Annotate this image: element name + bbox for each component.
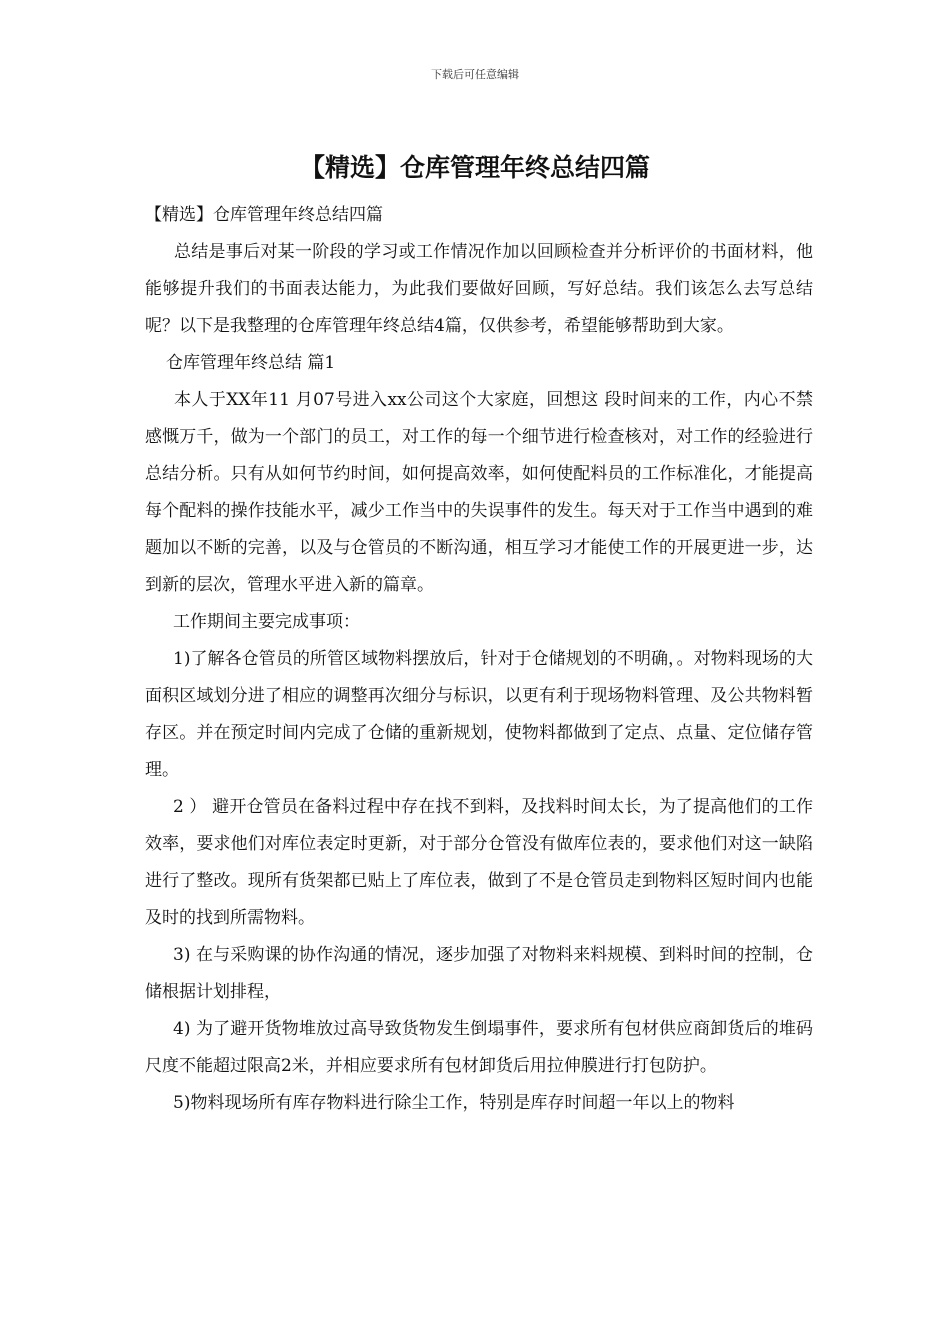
list-heading: 工作期间主要完成事项： (173, 612, 360, 632)
document-title: 【精选】仓库管理年终总结四篇 (299, 153, 650, 182)
list-item: 5)物料现场所有库存物料进行除尘工作，特别是库存时间超一年以上的物料 (173, 1093, 735, 1113)
body-paragraph: 本人于XX年11 月07号进入xx公司这个大家庭，回想这 段时间来的工作，内心不禁感慨万千，做为一个部门的员工，对工作的每一个细节进行检查核对，对工作的经验进行总结分析。只有从如何节约时间，如何提高效率，如何使配料员的工作标准化，才能提高每个配料的操作技能水平，减少工作当中的失误事件的发生。每天对于工作当中遇到的难题加以不断的完善，以及与仓管员的不断沟通，相互学习才能使工作的开展更进一步，达到新的层次，管理水平进入新的篇章。 (145, 390, 813, 595)
list-item: 3) 在与采购课的协作沟通的情况，逐步加强了对物料来料规模、到料时间的控制，仓储根据计划排程， (145, 945, 813, 1002)
section-heading: 仓库管理年终总结 篇1 (166, 353, 336, 373)
header-note: 下载后可任意编辑 (431, 68, 519, 81)
intro-paragraph: 总结是事后对某一阶段的学习或工作情况作加以回顾检查并分析评价的书面材料，他能够提升我们的书面表达能力，为此我们要做好回顾，写好总结。我们该怎么去写总结呢？以下是我整理的仓库管理年终总结4篇，仅供参考，希望能够帮助到大家。 (145, 242, 813, 336)
document-body (145, 197, 813, 1122)
list-item: 1)了解各仓管员的所管区域物料摆放后，针对于仓储规划的不明确，。对物料现场的大面积区域划分进了相应的调整再次细分与标识，以更有利于现场物料管理、及公共物料暂存区。并在预定时间内完成了仓储的重新规划，使物料都做到了定点、点量、定位储存管理。 (145, 649, 813, 780)
subtitle-paragraph: 【精选】仓库管理年终总结四篇 (145, 205, 383, 225)
list-item: 4) 为了避开货物堆放过高导致货物发生倒塌事件，要求所有包材供应商卸货后的堆码尺度不能超过限高2米，并相应要求所有包材卸货后用拉伸膜进行打包防护。 (145, 1019, 813, 1076)
list-item: 2 ） 避开仓管员在备料过程中存在找不到料，及找料时间太长，为了提高他们的工作效率，要求他们对库位表定时更新，对于部分仓管没有做库位表的，要求他们对这一缺陷进行了整改。现所有货架都已贴上了库位表，做到了不是仓管员走到物料区短时间内也能及时的找到所需物料。 (145, 797, 813, 928)
